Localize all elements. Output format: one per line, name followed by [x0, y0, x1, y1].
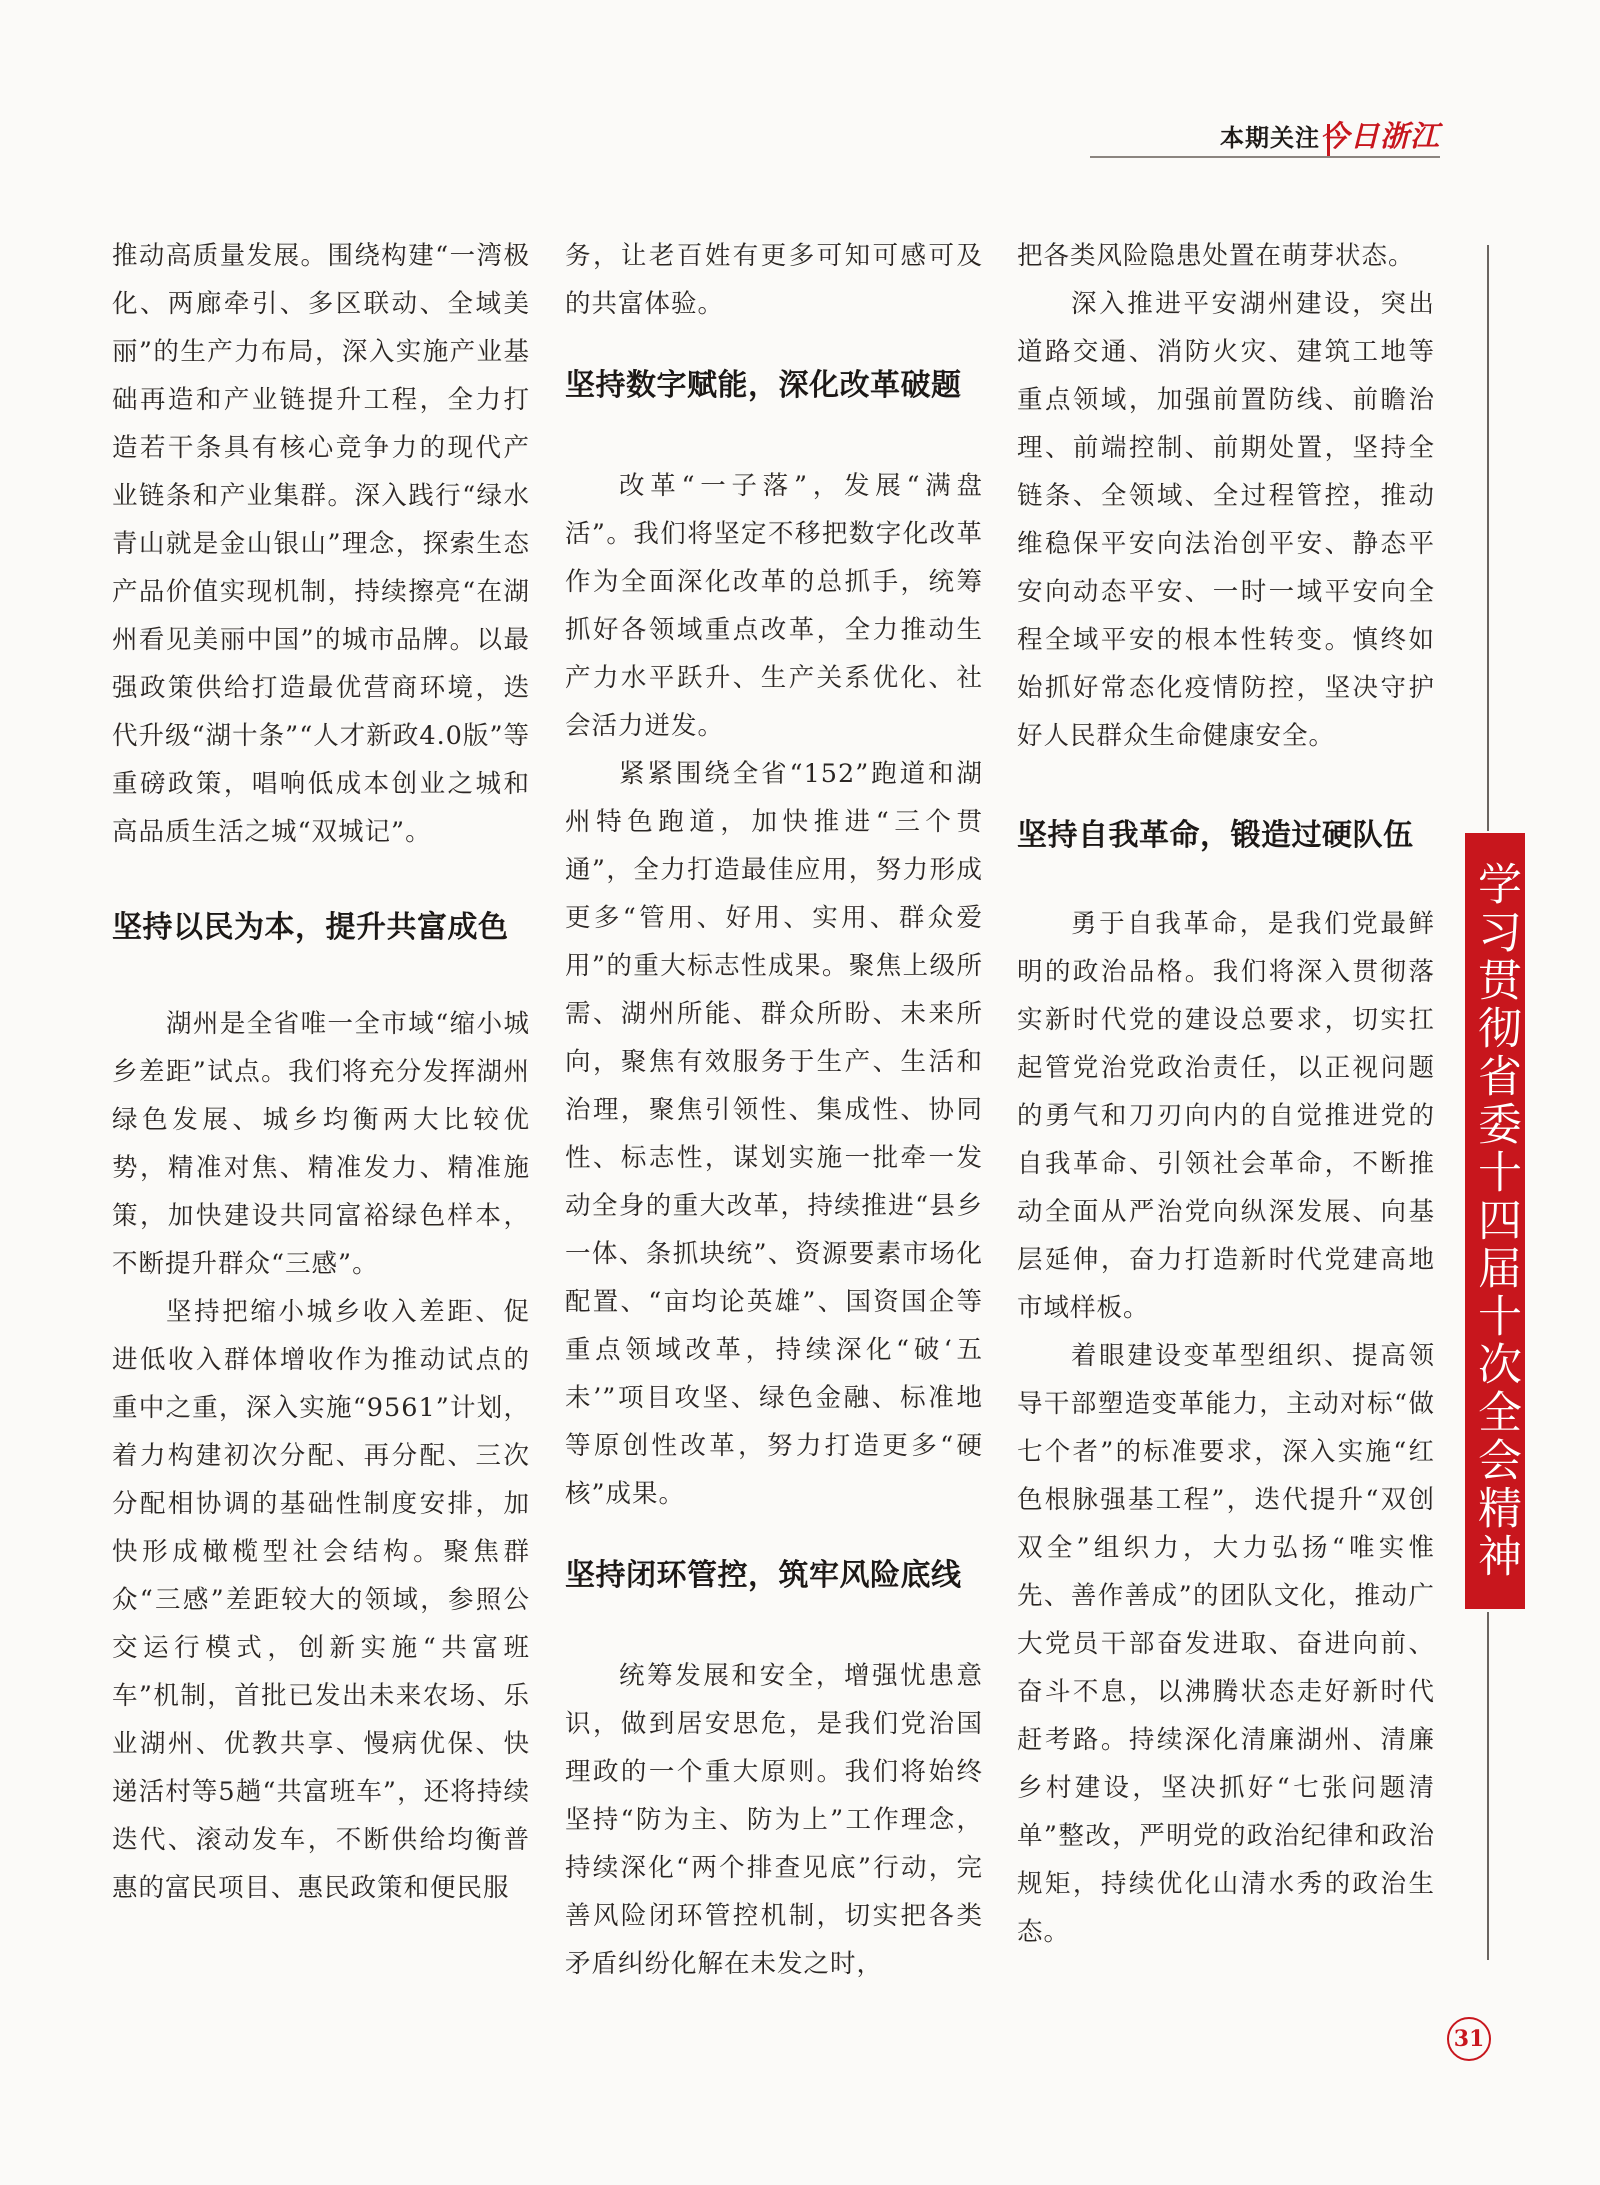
brand-logo: 今日浙江	[1319, 119, 1440, 153]
paragraph: 深入推进平安湖州建设，突出道路交通、消防火灾、建筑工地等重点领域，加强前置防线、前瞻治理、前端控制、前期处置，坚持全链条、全领域、全过程管控，推动维稳保平安向法治创平安、静态平安向动态平安、一时一域平安向全程全域平安的根本性转变。慎终如始抓好常态化疫情防控，坚决守护好人民群众生命健康安全。	[1017, 289, 1435, 751]
paragraph: 勇于自我革命，是我们党最鲜明的政治品格。我们将深入贯彻落实新时代党的建设总要求，切实扛起管党治党政治责任，以正视问题的勇气和刀刃向内的自觉推进党的自我革命、引领社会革命，不断推动全面从严治党向纵深发展、向基层延伸，奋力打造新时代党建高地市域样板。	[1017, 909, 1435, 1323]
side-rule-bottom	[1487, 1612, 1489, 1960]
masthead	[1090, 119, 1440, 158]
paragraph: 统筹发展和安全，增强忧患意识，做到居安思危，是我们党治国理政的一个重大原则。我们将始终坚持“防为主、防为上”工作理念，持续深化“两个排查见底”行动，完善风险闭环管控机制，切实把各类矛盾纠纷化解在未发之时，	[565, 1661, 983, 1979]
section-heading: 坚持数字赋能，深化改革破题	[565, 368, 962, 403]
masthead-rule	[1090, 156, 1440, 158]
paragraph: 紧紧围绕全省“152”跑道和湖州特色跑道，加快推进“三个贯通”，全力打造最佳应用，努力形成更多“管用、好用、实用、群众爱用”的重大标志性成果。聚焦上级所需、湖州所能、群众所盼、未来所向，聚焦有效服务于生产、生活和治理，聚焦引领性、集成性、协同性、标志性，谋划实施一批牵一发动全身的重大改革，持续推进“县乡一体、条抓块统”、资源要素市场化配置、“亩均论英雄”、国资国企等重点领域改革，持续深化“破‘五未’”项目攻坚、绿色金融、标准地等原创性改革，努力打造更多“硬核”成果。	[565, 759, 983, 1509]
article-column-3	[1017, 232, 1435, 1956]
page-number: 31	[1447, 2017, 1491, 2061]
side-rule-top	[1487, 245, 1489, 831]
section-heading: 坚持以民为本，提升共富成色	[112, 910, 509, 945]
side-banner	[1465, 833, 1525, 1609]
section-heading: 坚持自我革命，锻造过硬队伍	[1017, 818, 1414, 853]
paragraph: 把各类风险隐患处置在萌芽状态。	[1017, 241, 1415, 271]
paragraph: 改革“一子落”，发展“满盘活”。我们将坚定不移把数字化改革作为全面深化改革的总抓手，统筹抓好各领域重点改革，全力推动生产力水平跃升、生产关系优化、社会活力迸发。	[565, 471, 983, 741]
paragraph: 坚持把缩小城乡收入差距、促进低收入群体增收作为推动试点的重中之重，深入实施“9561”计划，着力构建初次分配、再分配、三次分配相协调的基础性制度安排，加快形成橄榄型社会结构。聚焦群众“三感”差距较大的领域，参照公交运行模式，创新实施“共富班车”机制，首批已发出未来农场、乐业湖州、优教共享、慢病优保、快递活村等5趟“共富班车”，还将持续迭代、滚动发车，不断供给均衡普惠的富民项目、惠民政策和便民服	[112, 1297, 530, 1903]
section-label: 本期关注	[1220, 124, 1320, 152]
article-column-1	[112, 232, 530, 1912]
paragraph: 推动高质量发展。围绕构建“一湾极化、两廊牵引、多区联动、全域美丽”的生产力布局，深入实施产业基础再造和产业链提升工程，全力打造若干条具有核心竞争力的现代产业链条和产业集群。深入践行“绿水青山就是金山银山”理念，探索生态产品价值实现机制，持续擦亮“在湖州看见美丽中国”的城市品牌。以最强政策供给打造最优营商环境，迭代升级“湖十条”“人才新政4.0版”等重磅政策，唱响低成本创业之城和高品质生活之城“双城记”。	[112, 241, 530, 847]
paragraph: 湖州是全省唯一全市域“缩小城乡差距”试点。我们将充分发挥湖州绿色发展、城乡均衡两大比较优势，精准对焦、精准发力、精准施策，加快建设共同富裕绿色样本，不断提升群众“三感”。	[112, 1009, 530, 1279]
paragraph: 着眼建设变革型组织、提高领导干部塑造变革能力，主动对标“做七个者”的标准要求，深入实施“红色根脉强基工程”，迭代提升“双创双全”组织力，大力弘扬“唯实惟先、善作善成”的团队文化，推动广大党员干部奋发进取、奋进向前、奋斗不息，以沸腾状态走好新时代赶考路。持续深化清廉湖州、清廉乡村建设，坚决抓好“七张问题清单”整改，严明党的政治纪律和政治规矩，持续优化山清水秀的政治生态。	[1017, 1341, 1435, 1947]
side-banner-text: 学习贯彻省委十四届十次全会精神	[1470, 861, 1521, 1581]
article-column-2	[565, 232, 983, 1988]
paragraph: 务，让老百姓有更多可知可感可及的共富体验。	[565, 241, 983, 319]
section-heading: 坚持闭环管控，筑牢风险底线	[565, 1558, 962, 1593]
